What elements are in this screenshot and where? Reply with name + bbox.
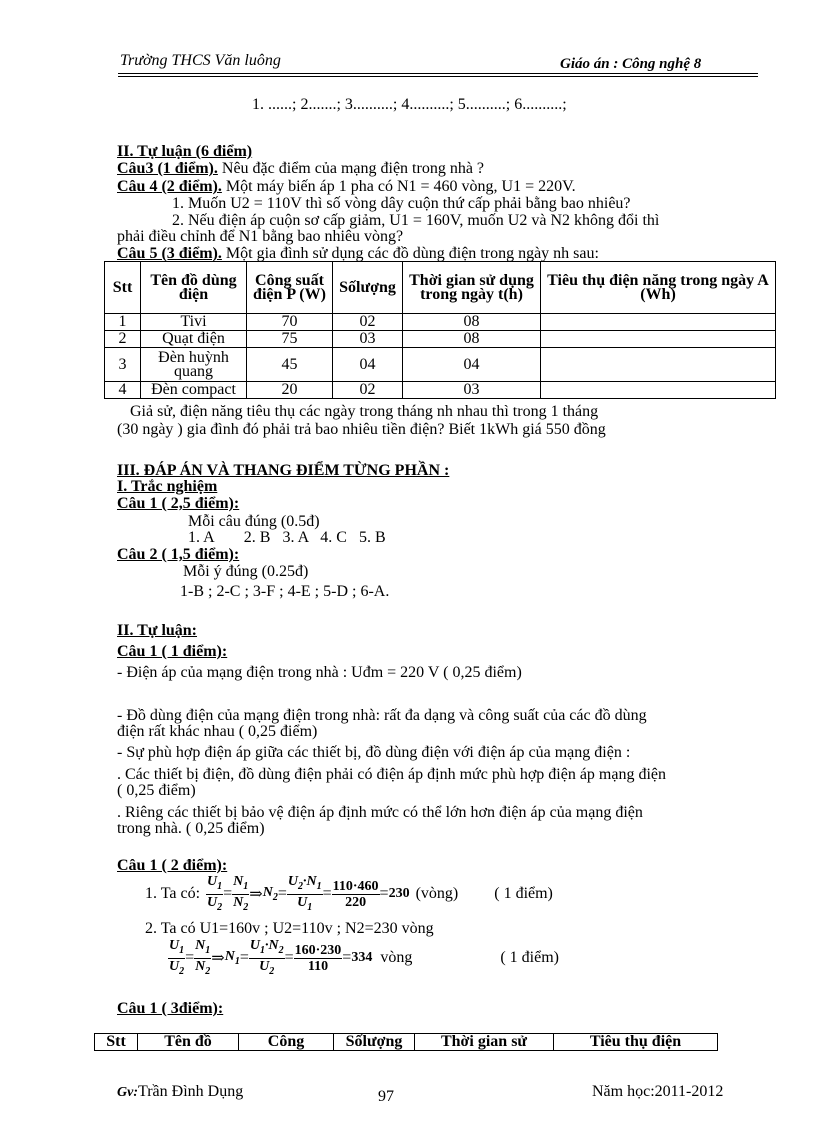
cell: 03 <box>333 331 403 348</box>
eq1-prefix: 1. Ta có: <box>145 885 201 902</box>
footer-teacher-name: Trần Đình Dụng <box>138 1083 244 1100</box>
c2-rule: Mỗi ý đúng (0.25đ) <box>183 563 309 580</box>
eq2-numerator: 160·230 <box>294 942 342 958</box>
q4-item-2b: phải điều chỉnh để N1 bằng bao nhiêu vòng? <box>117 228 404 245</box>
cell <box>541 348 776 382</box>
sub: 1 <box>316 880 322 892</box>
eq2-frac-num <box>294 943 343 974</box>
eq2-frac-sym: $\frac{U_1\cdot N_2}{U_2}$ <box>249 937 284 977</box>
eq1-unit: (vòng) <box>415 885 459 902</box>
header-subject <box>560 56 701 73</box>
cell: 45 <box>247 348 333 382</box>
q4-line <box>117 178 576 196</box>
sym: N <box>233 873 244 889</box>
footer-teacher-label: Gv: <box>117 1085 138 1100</box>
eq-sign: = <box>284 949 294 966</box>
cell: 2 <box>105 331 141 348</box>
cell: 1 <box>105 314 141 331</box>
th-power: Công suất điện P (W) <box>247 262 333 314</box>
cell: 08 <box>403 331 541 348</box>
eq2-score: ( 1 điểm) <box>500 949 559 966</box>
q4-item-1: 1. Muốn U2 = 110V thì số vòng dây cuộn thứ cấp phải bằng bao nhiêu? <box>172 195 631 212</box>
cell: Tivi <box>141 314 247 331</box>
table-row <box>105 348 776 382</box>
cell <box>541 331 776 348</box>
sub: 2 <box>297 880 303 892</box>
c2-label: Câu 2 ( 1,5 điểm): <box>117 546 240 563</box>
header-rule-2 <box>118 76 758 77</box>
cell: Đèn compact <box>141 382 247 399</box>
sub: 2 <box>278 944 284 956</box>
q4-label: Câu 4 (2 điểm). <box>117 178 222 195</box>
a3-label: Câu 1 ( 3điểm): <box>117 1000 224 1017</box>
sym: U <box>259 958 270 974</box>
th-qty: Sốlượng <box>334 1034 415 1051</box>
table-row <box>105 314 776 331</box>
cell: Đèn huỳnh quang <box>141 348 247 382</box>
eq1-result: 230 <box>388 886 410 901</box>
eq1-numerator: 110·460 <box>332 878 379 894</box>
eq2-frac-n <box>194 938 211 979</box>
consumption-table <box>104 261 776 399</box>
cell: 03 <box>403 382 541 399</box>
table-header-row <box>105 262 776 314</box>
th-power: Công <box>239 1034 334 1051</box>
cell: Quạt điện <box>141 331 247 348</box>
sym: N <box>306 873 317 889</box>
a1-line-5: . Các thiết bị điện, đồ dùng điện phải có điện áp định mức phù hợp điện áp mạng điện <box>117 766 667 783</box>
eq2-lhs <box>225 949 240 967</box>
th-time: Thời gian sử <box>415 1034 554 1051</box>
cell: 20 <box>247 382 333 399</box>
cell: 08 <box>403 314 541 331</box>
equation-2 <box>168 936 559 980</box>
th-consumption: Tiêu thụ điện năng trong ngày A (Wh) <box>541 262 776 314</box>
cell: 02 <box>333 382 403 399</box>
q5-text: Một gia đình sử dụng các đồ dùng điện trong ngày nh sau: <box>221 245 599 262</box>
part3-title: III. ĐÁP ÁN VÀ THANG ĐIỂM TỪNG PHẦN : <box>117 462 450 479</box>
eq2-denominator: 110 <box>307 958 329 974</box>
eq1-frac-u <box>206 874 223 915</box>
cell <box>541 382 776 399</box>
q3-line <box>117 160 484 178</box>
c1-answer: 2. B <box>243 529 271 546</box>
part3-sub2: II. Tự luận: <box>117 622 198 639</box>
eq-sign: = <box>379 885 389 902</box>
th-name: Tên đồ dùng điện <box>141 262 247 314</box>
cell: 75 <box>247 331 333 348</box>
sub: 2 <box>217 901 223 913</box>
header-school <box>120 52 281 70</box>
sub: 1 <box>259 944 265 956</box>
cell: 04 <box>403 348 541 382</box>
sub: 2 <box>269 965 275 977</box>
eq1-denominator: 220 <box>345 894 367 910</box>
sym: N <box>195 958 206 974</box>
sym: U <box>207 894 218 910</box>
a1-line-8: trong nhà. ( 0,25 điểm) <box>117 820 265 837</box>
c1-rule: Mỗi câu đúng (0.5đ) <box>188 513 320 530</box>
cell: 04 <box>333 348 403 382</box>
answer-table <box>94 1033 718 1051</box>
a1-line-2: - Đồ dùng điện của mạng điện trong nhà: rất đa dạng và công suất của các đồ dùng <box>117 707 647 724</box>
header-rule <box>118 73 758 74</box>
c1-label: Câu 1 ( 2,5 điểm): <box>117 495 240 512</box>
c1-answers <box>188 529 386 547</box>
equation-1 <box>145 872 553 916</box>
eq2-result: 334 <box>351 950 373 965</box>
footer-year: Năm học:2011-2012 <box>592 1083 724 1100</box>
table-header-row <box>95 1034 718 1051</box>
cell: 02 <box>333 314 403 331</box>
c1-answer: 4. C <box>320 529 347 546</box>
sym: U <box>287 873 298 889</box>
a2-label: Câu 1 ( 2 điểm): <box>117 857 228 874</box>
sym: N <box>224 949 235 965</box>
part2-title: II. Tự luận (6 điểm) <box>117 143 253 160</box>
eq1-frac-n <box>232 874 249 915</box>
eq1-score: ( 1 điểm) <box>494 885 553 902</box>
sym: N <box>195 937 206 953</box>
eq1-frac-sym: $\frac{U_2\cdot N_1}{U_1}$ <box>287 873 322 913</box>
a1-line-7: . Riêng các thiết bị bảo vệ điện áp định mức có thể lớn hơn điện áp của mạng điện <box>117 804 643 821</box>
eq2-frac-u <box>168 938 185 979</box>
a1-line-4: - Sự phù hợp điện áp giữa các thiết bị, đồ dùng điện với điện áp của mạng điện : <box>117 744 631 761</box>
eq1-frac-num <box>332 879 380 910</box>
sym: N <box>262 885 273 901</box>
q3-label: Câu3 (1 điểm). <box>117 160 218 177</box>
table-row <box>105 331 776 348</box>
a1-line-1: - Điện áp của mạng điện trong nhà : Uđm = 220 V ( 0,25 điểm) <box>117 664 522 681</box>
eq-sign: = <box>342 949 352 966</box>
a1-line-3: điện rất khác nhau ( 0,25 điểm) <box>117 723 318 740</box>
eq2-unit: vòng <box>380 949 413 966</box>
c1-answer: 5. B <box>358 529 386 546</box>
th-consumption: Tiêu thụ điện <box>554 1034 718 1051</box>
eq-sign: = <box>223 885 233 902</box>
sub: 1 <box>205 944 211 956</box>
th-stt: Stt <box>95 1034 138 1051</box>
sub: 2 <box>179 965 185 977</box>
a1-label: Câu 1 ( 1 điểm): <box>117 643 228 660</box>
q4-text: Một máy biến áp 1 pha có N1 = 460 vòng, U1 = 220V. <box>221 178 576 195</box>
q5-label: Câu 5 (3 điểm). <box>117 245 222 262</box>
q3-text: Nêu đặc điểm của mạng điện trong nhà ? <box>217 160 485 177</box>
cell: 4 <box>105 382 141 399</box>
part3-sub1: I. Trắc nghiệm <box>117 478 218 495</box>
cell: 70 <box>247 314 333 331</box>
sym: U <box>297 894 308 910</box>
a1-line-6: ( 0,25 điểm) <box>117 782 196 799</box>
table-row <box>105 382 776 399</box>
eq-sign: = <box>185 949 195 966</box>
sub: 2 <box>205 965 211 977</box>
sym: N <box>268 937 279 953</box>
sub: 1 <box>179 944 185 956</box>
footer-page-number: 97 <box>378 1088 394 1105</box>
th-qty: Sốlượng <box>333 262 403 314</box>
eq-sign: = <box>277 885 287 902</box>
eq-sign: = <box>239 949 249 966</box>
eq2-given: 2. Ta có U1=160v ; U2=110v ; N2=230 vòng <box>145 920 434 937</box>
q4-item-2a: 2. Nếu điện áp cuộn sơ cấp giảm, U1 = 160V, muốn U2 và N2 không đổi thì <box>172 212 660 229</box>
answer-blanks: 1. ......; 2.......; 3..........; 4..........; 5..........; 6..........; <box>252 96 567 113</box>
sub: 1 <box>217 880 223 892</box>
th-time: Thời gian sử dụng trong ngày t(h) <box>403 262 541 314</box>
c1-answer: 3. A <box>282 529 309 546</box>
cell: 3 <box>105 348 141 382</box>
sym: U <box>249 937 260 953</box>
footer-teacher <box>117 1083 243 1101</box>
sub: 1 <box>307 901 313 913</box>
sym: U <box>169 958 180 974</box>
header-subject-text: Giáo án : Công nghệ 8 <box>560 56 702 72</box>
header-school-text: Trường THCS Văn luông <box>120 52 281 69</box>
q5-after-1: Giả sử, điện năng tiêu thụ các ngày trong tháng nh nhau thì trong 1 tháng <box>130 403 599 420</box>
c2-answers: 1-B ; 2-C ; 3-F ; 4-E ; 5-D ; 6-A. <box>180 583 390 600</box>
eq1-lhs <box>263 885 278 903</box>
c1-answer: 1. A <box>188 529 214 546</box>
eq-arrow: ⇒ <box>249 886 263 903</box>
sym: N <box>233 894 244 910</box>
sub: 2 <box>243 901 249 913</box>
sym: U <box>169 937 180 953</box>
sub: 2 <box>272 891 278 903</box>
cell <box>541 314 776 331</box>
sym: U <box>207 873 218 889</box>
th-stt: Stt <box>105 262 141 314</box>
q5-after-2: (30 ngày ) gia đình đó phải trả bao nhiêu tiền điện? Biết 1kWh giá 550 đồng <box>117 421 606 438</box>
sub: 1 <box>243 880 249 892</box>
sub: 1 <box>234 955 240 967</box>
eq-arrow: ⇒ <box>211 950 225 967</box>
th-name: Tên đồ <box>138 1034 239 1051</box>
eq-sign: = <box>322 885 332 902</box>
